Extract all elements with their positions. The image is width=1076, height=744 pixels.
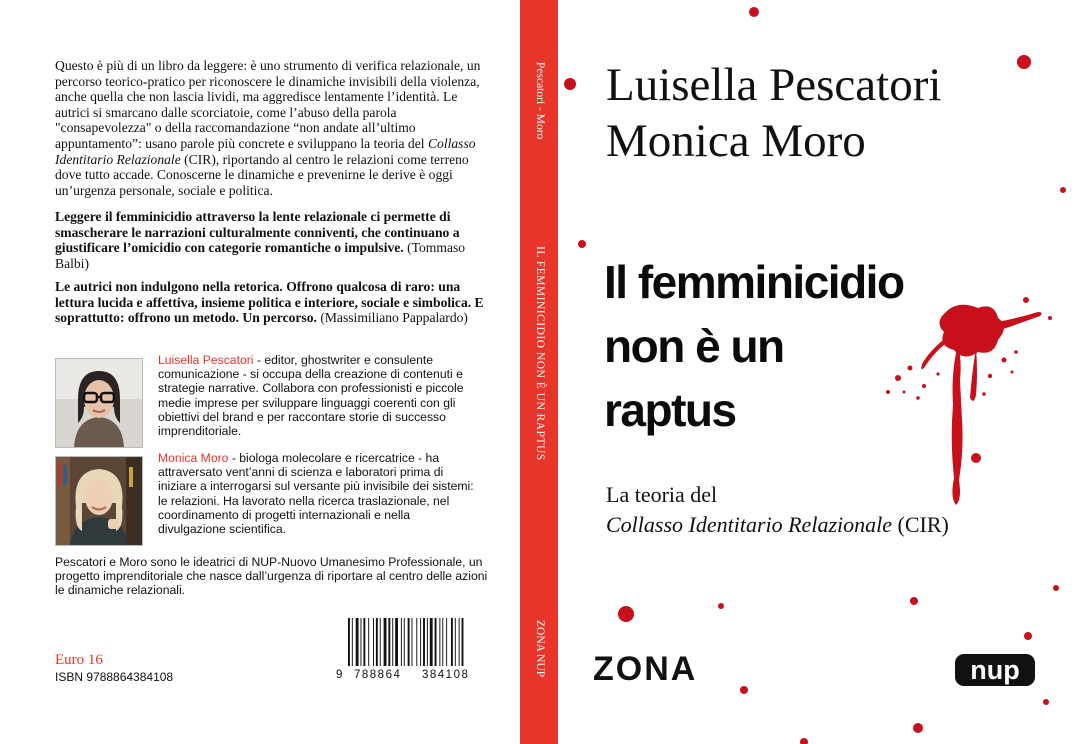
barcode-bar [462,618,464,666]
isbn: ISBN 9788864384108 [55,670,174,684]
price: Euro 16 [55,652,103,668]
quote-balbi-text: Leggere il femminicidio attraverso la lente relazionale ci permette di smascherare le narrazioni culturalmente conniventi, che continuano a giustificare l’omicidio con categorie romantiche o impulsive. [55,209,460,256]
barcode-bar [388,618,390,666]
spine-title: IL FEMMINICIDIO NON È UN RAPTUS [534,246,546,461]
barcode-bar [459,618,460,666]
front-author-moro: Monica Moro [606,115,866,167]
bio-pescatori-name: Luisella Pescatori [158,353,254,367]
founders-note: Pescatori e Moro sono le ideatrici di NUP-Nuovo Umanesimo Professionale, un progetto imprenditoriale che nasce dall’urgenza di riportare al centro delle azioni le dinamiche relazionali. [55,555,488,598]
quote-pappalardo-author: (Massimiliano Pappalardo) [316,310,468,326]
barcode-bar [412,618,413,666]
subtitle-line-1: La teoria del [606,482,718,507]
barcode-bar [395,618,398,666]
barcode-bar [401,618,402,666]
barcode-bar [352,618,353,666]
barcode-bar [435,618,437,666]
barcode-bar [363,618,365,666]
author-photo-pescatori [55,358,143,448]
bio-moro-text: - biologa molecolare e ricercatrice - ha attraversato vent’anni di scienza e laboratori prima di iniziare a interrogarsi sul versante più invisibile dei sistemi: le relazioni. Ha lavorato nella ricerca traslazionale, nel coordinamento di progetti internazionali e nella divulgazione scientifica. [158,451,474,537]
barcode-bar [420,618,421,666]
title-line-2: non è un [604,320,784,372]
bio-moro-name: Monica Moro [158,451,229,465]
barcode-digit-left: 788864 [354,669,402,681]
front-author-pescatori: Luisella Pescatori [606,59,942,111]
barcode-bar [439,618,440,666]
barcode-digit-right: 384108 [422,669,470,681]
spine-publisher: ZONA NUP [534,620,546,678]
quote-balbi [55,209,485,271]
barcode-bar [442,618,443,666]
subtitle-end: (CIR) [892,512,949,537]
barcode-bar [408,618,410,666]
back-cover [0,0,520,744]
barcode-bar [404,618,405,666]
barcode-bar [380,618,381,666]
barcode-bar [446,618,447,666]
bio-pescatori-text: - editor, ghostwriter e consulente comunicazione - si occupa della creazione di contenuti e strategie narrative. Collabora con professionisti e piccole medie imprese per sviluppare linguaggi coerenti con gli obiettivi del brand e per raccontare storie di successo imprenditoriale. [158,353,464,439]
barcode-bar [373,618,374,666]
barcode-bar [384,618,387,666]
barcode-bar [430,618,433,666]
nup-logo-text: nup [970,655,1020,685]
front-cover [558,0,1076,744]
barcode-bar [348,618,350,666]
publisher-logo-nup [955,652,1035,688]
blurb-text: Questo è più di un libro da leggere: è uno strumento di verifica relazionale, un percorso teorico-pratico per riconoscere le dinamiche invisibili della violenza, anche quella che non lascia lividi, ma aggredisce lentamente l’identità. Le autrici si smarcano dalle scorciatoie, come l’abuso della parola "consapevolezza" o della raccomandazione “non andate all’ultimo appuntamento”: usano parole più concrete e sviluppano la teoria del [55,58,481,151]
barcode-bar [423,618,425,666]
blurb-italic: Collasso Identitario Relazionale [55,135,476,167]
barcode-digit-prefix: 9 [336,669,343,681]
bio-pescatori [158,353,478,438]
bio-moro [158,451,478,536]
quote-balbi-author: (Tommaso Balbi) [55,240,466,271]
barcode-bar [392,618,393,666]
barcode-bar [368,618,369,666]
barcode-bar [356,618,359,666]
barcode-bar [361,618,362,666]
barcode-bar [451,618,453,666]
title-line-1: Il femminicidio [604,256,904,308]
quote-pappalardo-text: Le autrici non indulgono nella retorica. Offrono qualcosa di raro: una lettura lucida e affettiva, insieme politica e interiore, sociale e simbolica. E soprattutto: offrono un metodo. Un percorso. [55,279,484,326]
barcode-bar [416,618,417,666]
barcode-bar [427,618,428,666]
title-line-3: raptus [604,384,736,436]
barcode-bar [376,618,378,666]
quote-pappalardo [55,279,485,326]
spine-authors: Pescatori - Moro [534,62,546,140]
subtitle-italic: Collasso Identitario Relazionale [606,512,892,537]
barcode-bar [455,618,456,666]
publisher-logo-zona: ZONA [593,650,698,688]
author-photo-moro [55,456,143,546]
barcode [338,618,488,676]
blurb-paragraph [55,58,485,198]
subtitle-line-2 [606,512,949,538]
blurb-text-end: (CIR), riportando al centro le relazioni come terreno dove tutto accade. Conoscerne le dinamiche e prevenirne le derive è oggi un’urgenza personale, sociale e politica. [55,151,469,198]
